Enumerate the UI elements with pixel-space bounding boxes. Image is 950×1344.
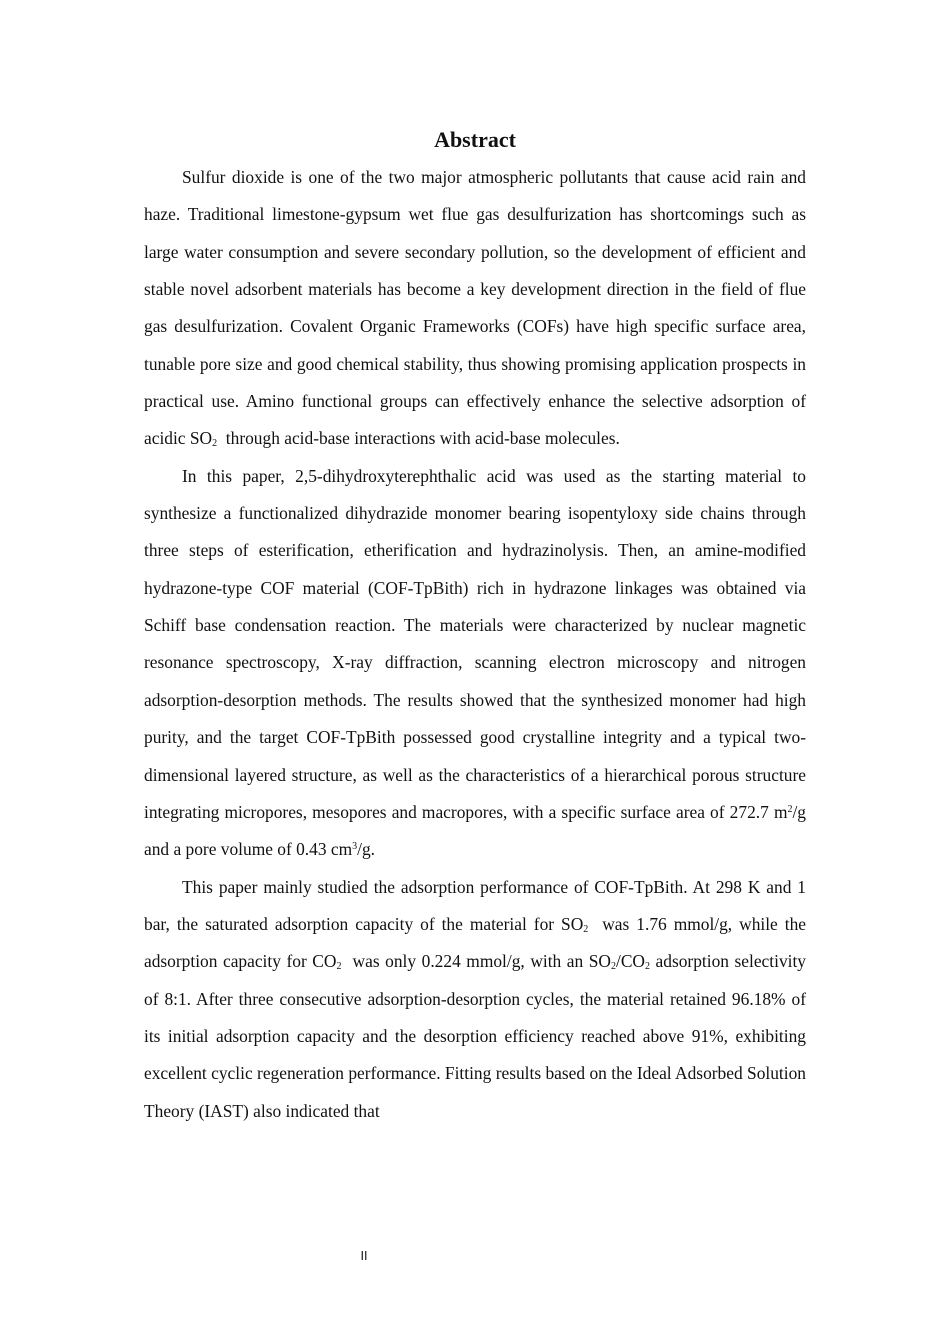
text-run: In this paper, 2,5-dihydroxyterephthalic acid was used as the starting material to synthesize a functionalized dihydrazide monomer bearing isopentyloxy side chains through three steps of esterification, etherification and hydrazinolysis. Then, an amine-modified hydrazone-type COF material (COF-TpBith) rich in hydrazone linkages was obtained via Schiff base condensation reaction. The materials were characterized by nuclear magnetic resonance spectroscopy, X-ray diffraction, scanning electron microscopy and nitrogen adsorption-desorption methods. The results showed that the synthesized monomer had high purity, and the target COF-TpBith possessed good crystalline integrity and a typical two-dimensional layered structure, as well as the characteristics of a hierarchical porous structure integrating micropores, mesopores and macropores, with a specific surface area of 272.7 m [144, 465, 806, 822]
abstract-paragraph [144, 458, 806, 869]
page-number: II [360, 1249, 368, 1263]
abstract-heading: Abstract [434, 127, 516, 152]
abstract-paragraph [144, 159, 806, 458]
text-run: Sulfur dioxide is one of the two major atmospheric pollutants that cause acid rain and haze. Traditional limestone-gypsum wet flue gas desulfurization has shortcomings such as large water consumption and severe secondary pollution, so the development of efficient and stable novel adsorbent materials has become a key development direction in the field of flue gas desulfurization. Covalent Organic Frameworks (COFs) have high specific surface area, tunable pore size and good chemical stability, thus showing promising application prospects in practical use. Amino functional groups can effectively enhance the selective adsorption of acidic SO [144, 167, 806, 449]
subscript: 2 [611, 961, 616, 973]
subscript: 2 [583, 923, 589, 935]
text-run: adsorption selectivity of 8:1. After three consecutive adsorption-desorption cycles, the material retained 96.18% of its initial adsorption capacity and the desorption efficiency reached above 91%, exhibiting excellent cyclic regeneration performance. Fitting results based on the Ideal Adsorbed Solution Theory (IAST) also indicated that [144, 951, 806, 1121]
abstract-body [144, 159, 806, 1130]
superscript: 3 [352, 841, 358, 853]
text-run: /g. [357, 839, 376, 860]
subscript: 2 [645, 961, 650, 973]
abstract-paragraph [144, 869, 806, 1130]
subscript: 2 [336, 961, 342, 973]
text-run: was only 0.224 mmol/g, with an SO [341, 951, 611, 972]
text-run: This paper mainly studied the adsorption performance of COF-TpBith. At 298 K and 1 bar, the saturated adsorption capacity of the material for SO [144, 876, 806, 934]
text-run: was 1.76 mmol/g, while the adsorption capacity for CO [144, 913, 806, 972]
text-run: /g and a pore volume of 0.43 cm [144, 801, 806, 860]
superscript: 2 [787, 803, 793, 815]
text-run: through acid-base interactions with acid-base molecules. [217, 428, 620, 449]
text-run: /CO [616, 951, 645, 972]
subscript: 2 [212, 438, 218, 450]
